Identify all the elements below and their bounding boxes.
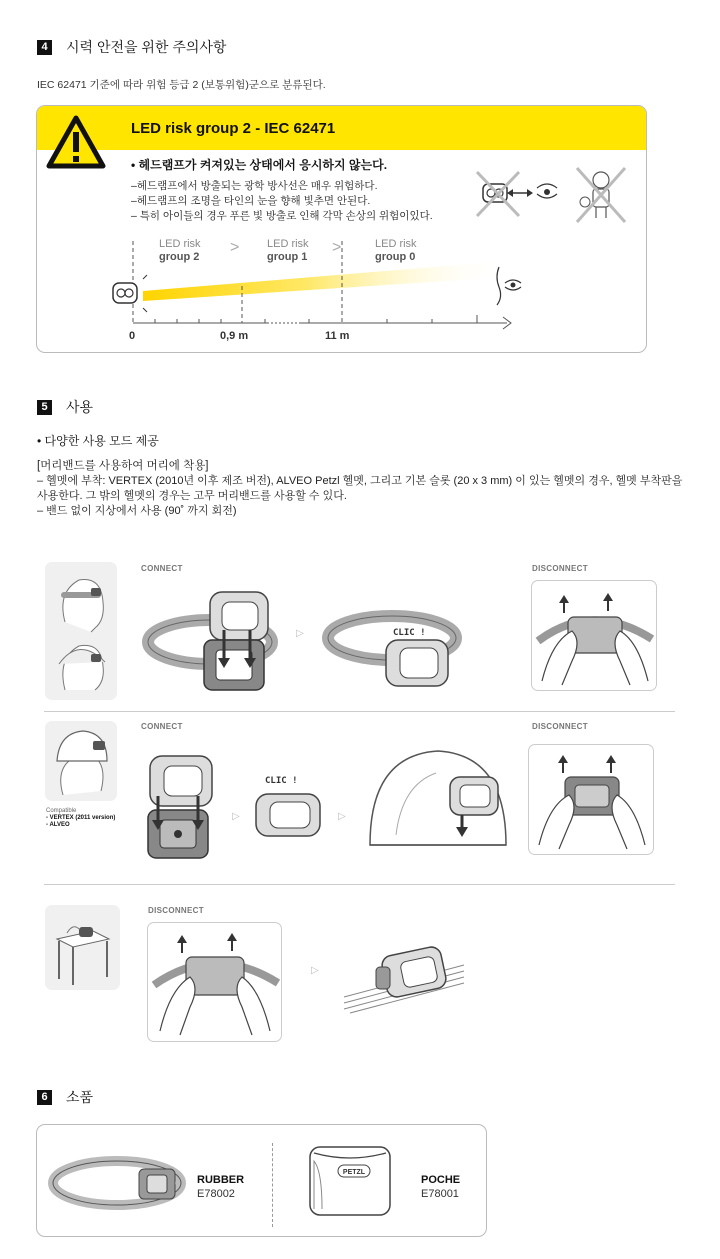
section-number: 5 — [37, 400, 52, 415]
usage-subhead: [머리밴드를 사용하여 머리에 착용] — [37, 460, 209, 472]
step-arrow-icon: ▷ — [338, 811, 346, 822]
table-thumbnail — [45, 905, 120, 990]
accessory-name: RUBBER — [197, 1174, 245, 1186]
row-divider — [44, 884, 675, 885]
usage-modes-heading: • 다양한 사용 모드 제공 — [37, 434, 159, 448]
section-4-header — [37, 37, 226, 57]
helmet-plate-connect-illustration — [140, 750, 220, 862]
disconnect-caption: DISCONNECT — [148, 906, 204, 915]
lamp-on-plate-illustration — [250, 790, 330, 840]
section-title: 소품 — [66, 1089, 94, 1105]
pouch-illustration — [300, 1139, 400, 1223]
accessory-code: E78002 — [197, 1188, 235, 1200]
disconnect-panel — [528, 744, 654, 855]
headband-thumbnail — [45, 562, 117, 700]
eye-exposure-illustration — [473, 166, 633, 226]
rubber-headband-illustration — [47, 1147, 197, 1217]
section-title: 시력 안전을 위한 주의사항 — [66, 39, 227, 55]
risk-warning: • 헤드램프가 켜져있는 상태에서 응시하지 않는다. — [131, 158, 388, 172]
accessory-divider — [272, 1143, 273, 1227]
disconnect-panel — [531, 580, 657, 691]
connect-caption: CONNECT — [141, 564, 183, 573]
section-5-header — [37, 397, 93, 417]
clic-label: CLIC ! — [393, 628, 426, 638]
axis-label-0: 0 — [129, 330, 136, 342]
warning-triangle-icon — [45, 114, 107, 172]
risk-group-0-label: LED risk group 0 — [375, 238, 417, 263]
headband-connect-illustration — [140, 580, 290, 695]
led-risk-box — [36, 105, 647, 353]
section-number: 4 — [37, 40, 52, 55]
section-title: 사용 — [66, 399, 94, 415]
risk-line: –헤드램프에서 방출되는 광학 방사선은 매우 위험하다. — [131, 180, 378, 192]
helmet-thumbnail — [45, 721, 117, 801]
accessory-name: POCHE — [421, 1174, 461, 1186]
pouch-logo: PETZL — [342, 1169, 366, 1176]
step-arrow-icon: ▷ — [311, 965, 319, 976]
group-separator: > — [230, 239, 240, 256]
disconnect-panel — [147, 922, 282, 1042]
warning-band — [37, 106, 646, 150]
disconnect-caption: DISCONNECT — [532, 564, 588, 573]
clic-label: CLIC ! — [265, 776, 298, 786]
risk-title: LED risk group 2 - IEC 62471 — [131, 120, 336, 137]
compatibility-note: Compatible - VERTEX (2011 version) - ALVEO — [46, 808, 116, 828]
light-beam-diagram — [37, 231, 647, 331]
lamp-on-ground-illustration — [340, 935, 470, 1015]
risk-details — [131, 179, 433, 224]
hands-remove-headband-illustration — [148, 923, 283, 1043]
usage-description — [37, 459, 687, 519]
lamp-on-table-icon — [45, 905, 120, 990]
risk-line: – 특히 아이들의 경우 푸른 빛 방출로 인해 각막 손상의 위험이있다. — [131, 210, 433, 222]
step-arrow-icon: ▷ — [232, 811, 240, 822]
group-separator: > — [332, 239, 342, 256]
head-with-headband-icon — [45, 562, 117, 700]
section-6-header — [37, 1087, 93, 1107]
usage-line: – 밴드 없이 지상에서 사용 (90˚ 까지 회전) — [37, 505, 237, 517]
risk-group-1-label: LED risk group 1 — [267, 238, 309, 263]
connect-caption: CONNECT — [141, 722, 183, 731]
disconnect-caption: DISCONNECT — [532, 722, 588, 731]
section-number: 6 — [37, 1090, 52, 1105]
usage-line: – 헬멧에 부착: VERTEX (2010년 이후 제조 버전), ALVEO Petzl 헬멧, 그리고 기본 슬롯 (20 x 3 mm) 이 있는 헬멧의 경우, 헬멧 부착판을 사용한다. 그 밖의 헬멧의 경우는 고무 머리밴드를 사용할 수 있다. — [37, 475, 683, 502]
step-arrow-icon: ▷ — [296, 628, 304, 639]
hands-disconnect-illustration — [532, 581, 658, 692]
axis-label-11m: 11 m — [325, 330, 350, 342]
row-divider — [44, 711, 675, 712]
helmet-mounted-illustration — [366, 745, 510, 865]
hands-disconnect-plate-illustration — [529, 745, 655, 856]
axis-label-0-9m: 0,9 m — [220, 330, 249, 342]
risk-group-2-label: LED risk group 2 — [159, 238, 201, 263]
headband-connected-illustration — [320, 590, 475, 695]
risk-classification-text: IEC 62471 기준에 따라 위험 등급 2 (보통위험)군으로 분류된다. — [37, 79, 326, 91]
risk-line: –헤드램프의 조명을 타인의 눈을 향해 빛추면 안된다. — [131, 195, 371, 207]
accessories-box — [36, 1124, 487, 1237]
accessory-code: E78001 — [421, 1188, 459, 1200]
head-with-helmet-icon — [45, 721, 117, 801]
